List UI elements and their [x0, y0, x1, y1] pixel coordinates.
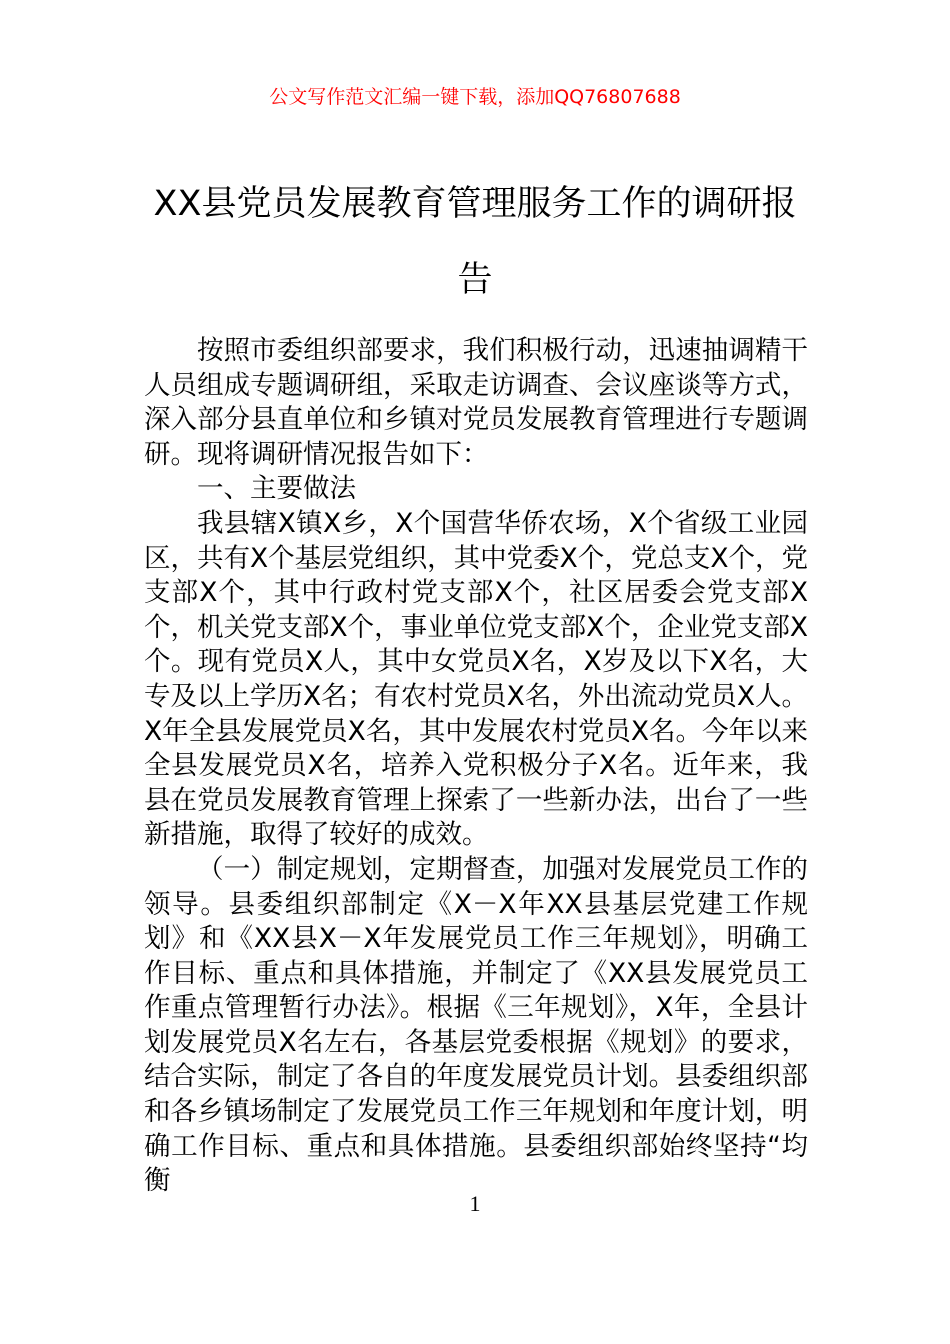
page-number: 1: [469, 1191, 481, 1216]
paragraph-overview: 我县辖X镇X乡，X个国营华侨农场，X个省级工业园区，共有X个基层党组织，其中党委X个，党总支X个，党支部X个，其中行政村党支部X个，社区居委会党支部X个，机关党支部X个，事业单位党支部X个，企业党支部X个。现有党员X人，其中女党员X名，X岁及以下X名，大专及以上学历X名；有农村党员X名，外出流动党员X人。X年全县发展党员X名，其中发展农村党员X名。今年以来全县发展党员X名，培养入党积极分子X名。近年来，我县在党员发展教育管理上探索了一些新办法，出台了一些新措施，取得了较好的成效。: [144, 507, 808, 851]
document-title: XX县党员发展教育管理服务工作的调研报告: [153, 184, 797, 300]
paragraph-intro: 按照市委组织部要求，我们积极行动，迅速抽调精干人员组成专题调研组，采取走访调查、会议座谈等方式，深入部分县直单位和乡镇对党员发展教育管理进行专题调研。现将调研情况报告如下：: [144, 335, 808, 470]
document-body: [144, 334, 808, 1199]
section-heading: 一、主要做法: [197, 473, 356, 505]
header-note: 公文写作范文汇编一键下载，添加QQ76807688: [269, 86, 681, 108]
paragraph-subsection-1: （一）制定规划，定期督查，加强对发展党员工作的领导。县委组织部制定《X－X年XX县基层党建工作规划》和《XX县X－X年发展党员工作三年规划》，明确工作目标、重点和具体措施，并制定了《XX县发展党员工作重点管理暂行办法》。根据《三年规划》，X年，全县计划发展党员X名左右，各基层党委根据《规划》的要求，结合实际，制定了各自的年度发展党员计划。县委组织部和各乡镇场制定了发展党员工作三年规划和年度计划，明确工作目标、重点和具体措施。县委组织部始终坚持“均衡: [144, 853, 808, 1197]
